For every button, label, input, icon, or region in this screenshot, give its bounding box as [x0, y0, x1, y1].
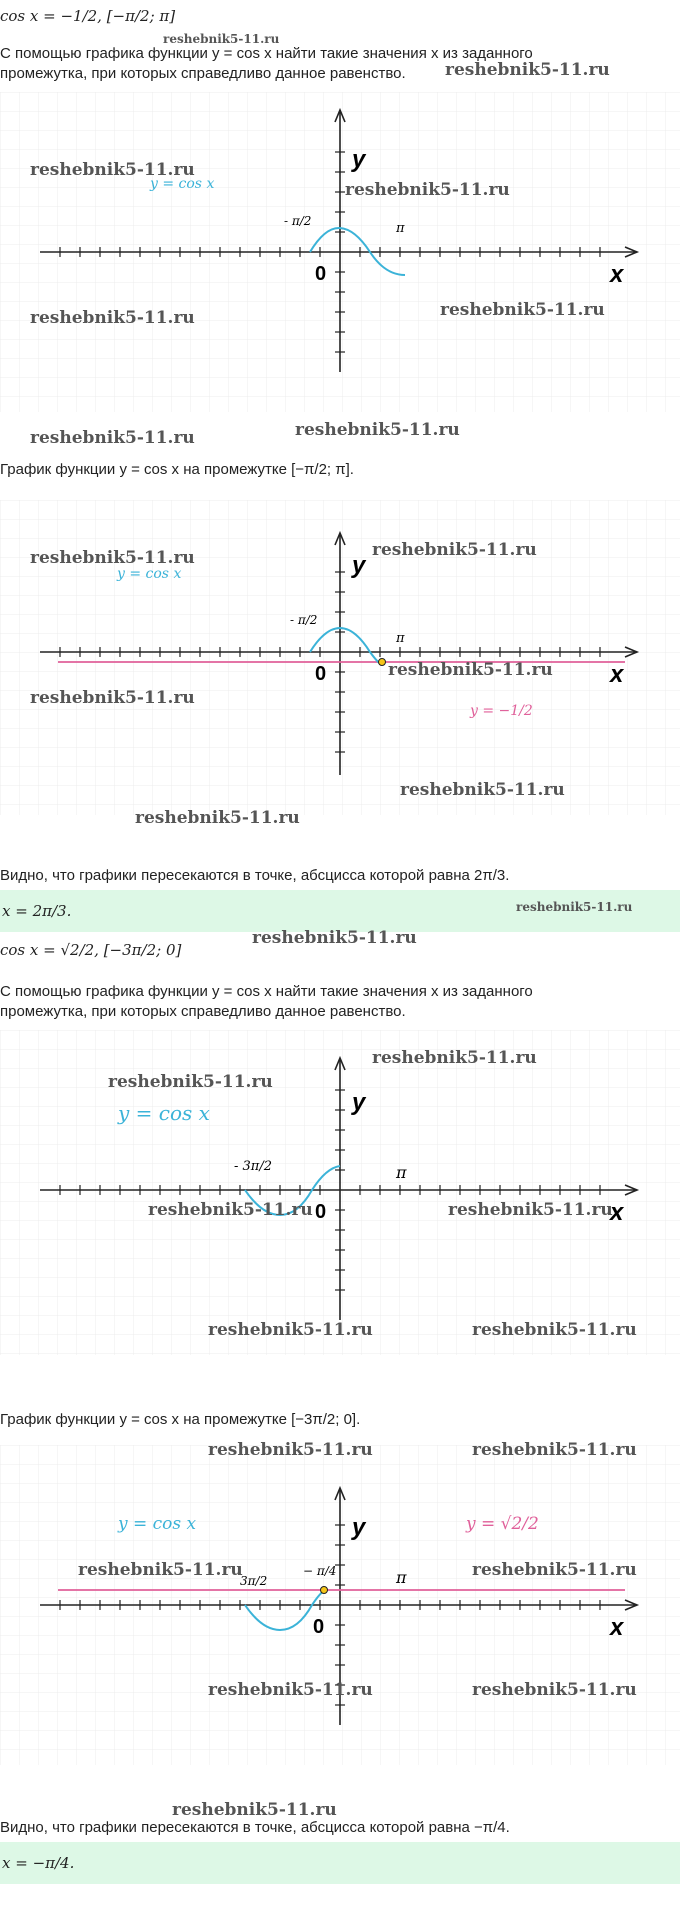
watermark: reshebnik5-11.ru	[208, 1320, 373, 1340]
watermark: reshebnik5-11.ru	[448, 1200, 613, 1220]
line-label: y = −1/2	[470, 703, 533, 719]
watermark: reshebnik5-11.ru	[445, 60, 610, 80]
watermark: reshebnik5-11.ru	[472, 1680, 637, 1700]
watermark: reshebnik5-11.ru	[30, 548, 195, 568]
watermark: reshebnik5-11.ru	[252, 928, 417, 948]
curve-label: y = cos x	[118, 1514, 197, 1534]
watermark: reshebnik5-11.ru	[372, 1048, 537, 1068]
task2-text: С помощью графика функции y = cos x найти такие значения x из заданного промежутка, при которых справедливо данное равенство.	[0, 983, 533, 1020]
task1-text: С помощью графика функции y = cos x найти такие значения x из заданного промежутка, при которых справедливо данное равенство.	[0, 45, 533, 82]
task1-condition: cos x = −1/2, [−π/2; π]	[0, 7, 176, 25]
task2-graph2	[0, 1445, 680, 1765]
watermark: reshebnik5-11.ru	[30, 160, 195, 180]
x-label: x	[610, 661, 624, 688]
pi-label: π	[396, 221, 405, 236]
watermark: reshebnik5-11.ru	[30, 428, 195, 448]
watermark: reshebnik5-11.ru	[163, 32, 280, 46]
left-bound-label: - π/2	[284, 214, 312, 228]
watermark: reshebnik5-11.ru	[388, 660, 553, 680]
watermark: reshebnik5-11.ru	[516, 900, 633, 914]
watermark: reshebnik5-11.ru	[345, 180, 510, 200]
watermark: reshebnik5-11.ru	[208, 1440, 373, 1460]
watermark: reshebnik5-11.ru	[172, 1800, 337, 1820]
watermark: reshebnik5-11.ru	[440, 300, 605, 320]
curve-label: y = cos x	[150, 176, 215, 192]
y-label: y	[352, 1514, 366, 1541]
left-bound-label: - 3π/2	[234, 1159, 272, 1174]
task2-conclusion: Видно, что графики пересекаются в точке, абсцисса которой равна −π/4.	[0, 1819, 510, 1836]
origin-label: 0	[315, 263, 327, 285]
watermark: reshebnik5-11.ru	[78, 1560, 243, 1580]
y-label: y	[352, 146, 366, 173]
watermark: reshebnik5-11.ru	[472, 1440, 637, 1460]
task1-graph1	[0, 92, 680, 412]
y-label: y	[352, 552, 366, 579]
watermark: reshebnik5-11.ru	[30, 308, 195, 328]
watermark: reshebnik5-11.ru	[472, 1560, 637, 1580]
origin-label: 0	[313, 1616, 325, 1638]
curve-label: y = cos x	[117, 566, 182, 582]
watermark: reshebnik5-11.ru	[135, 808, 300, 828]
watermark: reshebnik5-11.ru	[295, 420, 460, 440]
origin-label: 0	[315, 1201, 327, 1223]
task1-conclusion: Видно, что графики пересекаются в точке, абсцисса которой равна 2π/3.	[0, 867, 510, 884]
intersection-point	[379, 659, 386, 666]
watermark: reshebnik5-11.ru	[472, 1320, 637, 1340]
watermark: reshebnik5-11.ru	[208, 1680, 373, 1700]
curve-label: y = cos x	[118, 1101, 210, 1125]
pi-label: π	[396, 1163, 407, 1182]
watermark: reshebnik5-11.ru	[148, 1200, 313, 1220]
y-label: y	[352, 1089, 366, 1116]
pi-label: π	[396, 631, 405, 646]
task2-graph1	[0, 1030, 680, 1355]
x-label: x	[610, 1614, 624, 1641]
x-label: x	[610, 1199, 624, 1226]
task1-graph-caption: График функции y = cos x на промежутке [−π/2; π].	[0, 461, 354, 478]
watermark: reshebnik5-11.ru	[108, 1072, 273, 1092]
watermark: reshebnik5-11.ru	[30, 688, 195, 708]
watermark: reshebnik5-11.ru	[400, 780, 565, 800]
task2-graph-caption: График функции y = cos x на промежутке [−3π/2; 0].	[0, 1411, 361, 1428]
left-bound-label: 3π/2	[240, 1574, 268, 1588]
x-label: x	[610, 261, 624, 288]
task2-answer: x = −π/4.	[0, 1842, 680, 1884]
watermark: reshebnik5-11.ru	[372, 540, 537, 560]
origin-label: 0	[315, 663, 327, 685]
line-label: y = √2/2	[466, 1514, 539, 1534]
task1-answer: x = 2π/3.	[0, 890, 680, 932]
task2-condition: cos x = √2/2, [−3π/2; 0]	[0, 941, 182, 959]
quarter-label: − π/4	[303, 1564, 337, 1578]
left-bound-label: - π/2	[290, 613, 318, 627]
intersection-point	[321, 1587, 328, 1594]
pi-label: π	[396, 1568, 407, 1587]
